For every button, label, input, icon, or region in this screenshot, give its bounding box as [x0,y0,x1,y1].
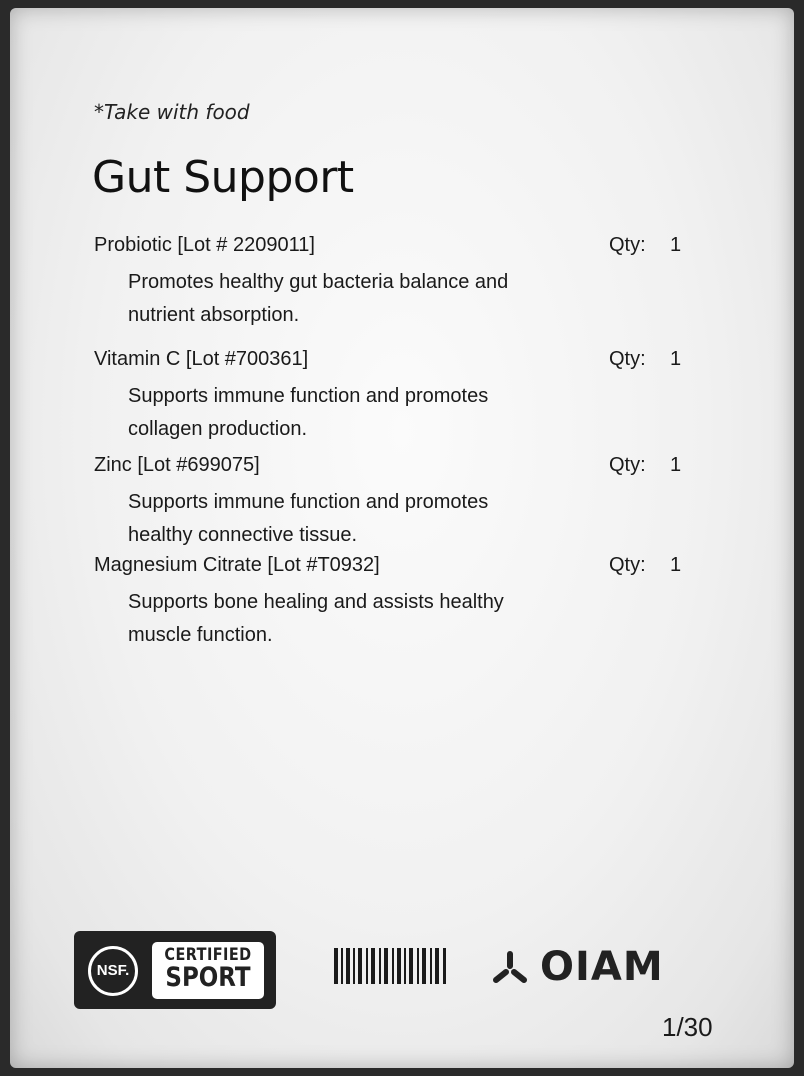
supplement-name: Probiotic [Lot # 2209011] [94,234,315,256]
supplement-description: Supports immune function and promotes collagen production. [128,385,489,440]
supplement-description: Supports bone healing and assists healthy muscle function. [128,591,504,646]
dosage-note: *Take with food [94,100,250,124]
supplement-name: Magnesium Citrate [Lot #T0932] [94,554,380,576]
certified-sport-box [152,942,264,999]
nsf-seal: NSF. [88,946,138,996]
qty-value: 1 [670,554,682,576]
oiam-logo-icon [490,950,530,986]
supplement-name: Vitamin C [Lot #700361] [94,348,309,370]
supplement-description: Promotes healthy gut bacteria balance and nutrient absorption. [128,271,509,326]
qty-value: 1 [670,348,682,370]
supplement-name: Zinc [Lot #699075] [94,454,260,476]
packet-title: Gut Support [92,152,354,203]
qty-label: Qty: [609,554,646,576]
qty-value: 1 [670,234,682,256]
sport-label: SPORT [165,962,251,993]
certified-label: CERTIFIED [164,945,252,965]
barcode-icon [334,948,450,984]
qty-label: Qty: [609,454,646,476]
qty-value: 1 [670,454,682,476]
nsf-certified-sport-badge [74,931,276,1009]
qty-label: Qty: [609,348,646,370]
qty-label: Qty: [609,234,646,256]
supplement-packet [10,8,794,1068]
supplement-description: Supports immune function and promotes healthy connective tissue. [128,491,489,546]
brand-name: OIAM [540,944,664,990]
page-number: 1/30 [662,1012,713,1042]
